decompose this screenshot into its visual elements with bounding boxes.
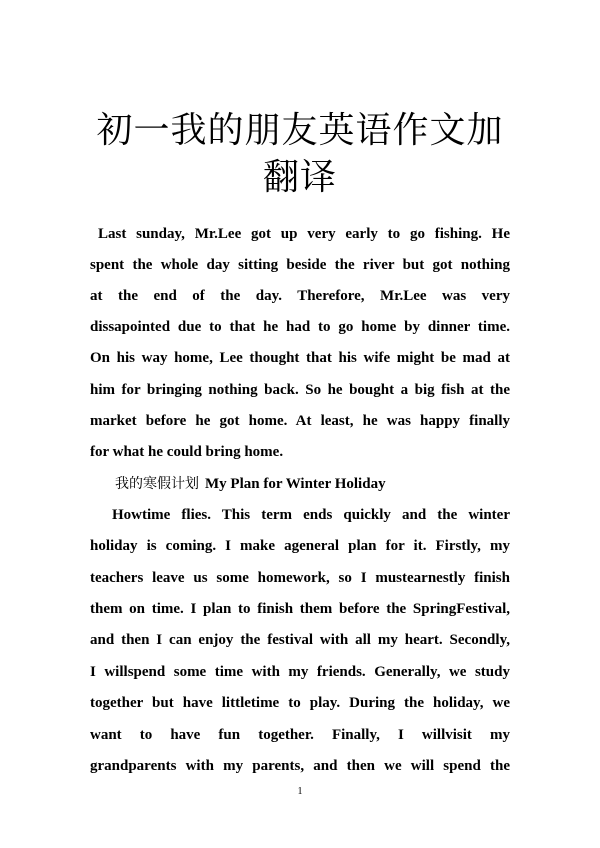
paragraph-1-line-8: for what he could bring home.: [90, 444, 284, 460]
paragraph-2-line-4: them on time. I plan to finish them before the SpringFestival,: [90, 601, 510, 617]
paragraph-1-line-5: On his way home, Lee thought that his wife might be mad at: [90, 350, 510, 366]
page-number: 1: [297, 786, 303, 797]
paragraph-2-line-6: I willspend some time with my friends. Generally, we study: [90, 664, 510, 680]
section-heading: [115, 474, 510, 494]
document-title-line-1: 初一我的朋友英语作文加: [96, 110, 504, 151]
paragraph-1-line-2: spent the whole day sitting beside the river but got nothing: [90, 257, 510, 273]
paragraph-2-line-3: teachers leave us some homework, so I mustearnestly finish: [90, 570, 510, 586]
paragraph-2-line-9: grandparents with my parents, and then we will spend the: [90, 758, 510, 774]
paragraph-1-line-6: him for bringing nothing back. So he bought a big fish at the: [90, 382, 510, 398]
paragraph-1-line-4: dissapointed due to that he had to go home by dinner time.: [90, 319, 510, 335]
paragraph-2-line-1: Howtime flies. This term ends quickly and the winter: [112, 507, 510, 523]
section-heading-english: My Plan for Winter Holiday: [205, 476, 386, 492]
paragraph-2-line-7: together but have littletime to play. During the holiday, we: [90, 695, 510, 711]
paragraph-2-line-8: want to have fun together. Finally, I willvisit my: [90, 727, 510, 743]
paragraph-1-line-1: Last sunday, Mr.Lee got up very early to go fishing. He: [98, 226, 510, 242]
paragraph-2-line-5: and then I can enjoy the festival with all my heart. Secondly,: [90, 632, 510, 648]
paragraph-1-line-7: market before he got home. At least, he was happy finally: [90, 413, 510, 429]
section-heading-chinese: 我的寒假计划: [115, 476, 199, 492]
paragraph-2-line-2: holiday is coming. I make ageneral plan for it. Firstly, my: [90, 538, 510, 554]
document-title-line-2: 翻译: [262, 157, 337, 198]
paragraph-1-line-3: at the end of the day. Therefore, Mr.Lee was very: [90, 288, 510, 304]
